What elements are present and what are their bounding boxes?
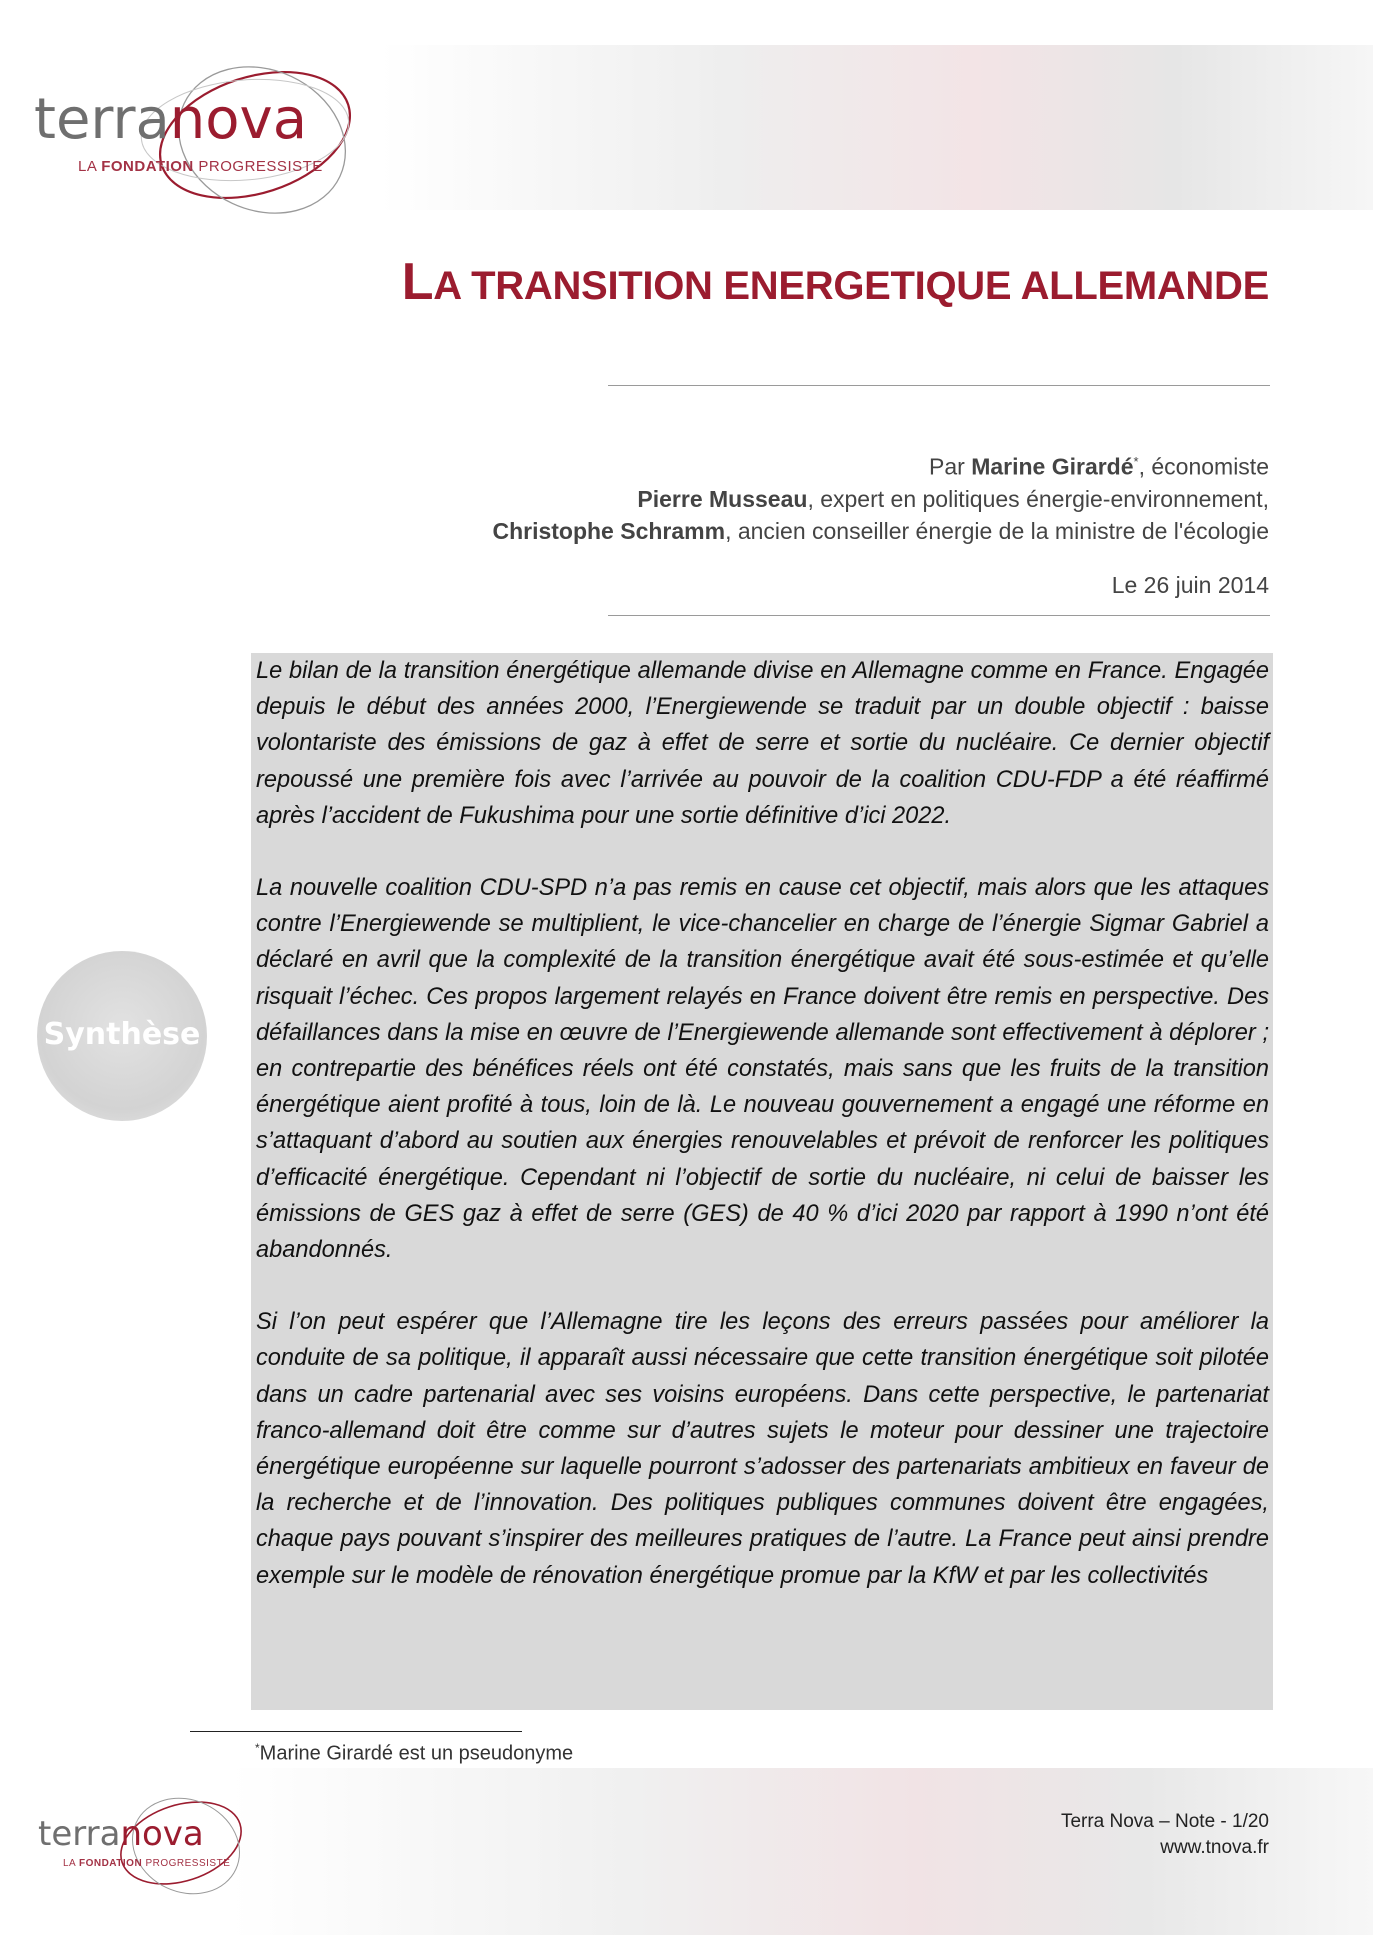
footnote [255,1741,573,1766]
footer-tagline-progressiste: PROGRESSISTE [145,1858,231,1869]
page-info [1061,1809,1269,1861]
tagline-progressiste: PROGRESSISTE [198,158,323,175]
footer-logo-nova-text: nova [120,1814,204,1854]
footnote-mark: * [255,1741,260,1755]
synthese-box [251,653,1273,1710]
author-line-3 [492,515,1269,547]
page-number-label: Terra Nova – Note - 1/20 [1060,1811,1269,1832]
author3-role: , ancien conseiller énergie de la ministre de l'écologie [725,517,1269,544]
footnote-divider [190,1731,522,1732]
author1-name: Marine Girardé [971,453,1134,480]
synthese-paragraph: Si l’on peut espérer que l’Allemagne tire les leçons des erreurs passées pour améliorer la conduite de sa politique, il apparaît aussi nécessaire que cette transition énergétique soit pilotée dans un cadre partenarial avec ses voisins européens. Dans cette perspective, le partenariat franco-allemand doit être comme sur d’autres sujets le moteur pour dessiner une trajectoire énergétique européenne sur laquelle pourront s’adosser des partenariats ambitieux en faveur de la recherche et de l’innovation. Des politiques publiques communes doivent être engagées, chaque pays pouvant s’inspirer des meilleures pratiques de l’autre. La France peut ainsi prendre exemple sur le modèle de rénovation énergétique promue par la KfW et par les collectivités [256,1309,1269,1589]
website-link[interactable]: www.tnova.fr [1160,1837,1269,1858]
logo-terra-text: terra [34,87,170,152]
synthese-paragraph: Le bilan de la transition énergétique allemande divise en Allemagne comme en France. Engagée depuis le début des années 2000, l’Energiewende se traduit par un double objectif : baisse volontariste des émissions de gaz à effet de serre et sortie du nucléaire. Ce dernier objectif repoussé une première fois avec l’arrivée au pouvoir de la coalition CDU-FDP a été réaffirmé après l’accident de Fukushima pour une sortie définitive d’ici 2022. [256,658,1269,829]
footer-logo-terra-text: terra [38,1814,121,1854]
author-line-2 [492,483,1269,515]
footer-tagline-la: LA [63,1858,76,1869]
footer-tagline-fondation: FONDATION [78,1858,143,1869]
terra-nova-logo [30,40,370,230]
synthese-paragraph: La nouvelle coalition CDU-SPD n’a pas remis en cause cet objectif, mais alors que les attaques contre l’Energiewende se multiplient, le vice-chancelier en charge de l’énergie Sigmar Gabriel a déclaré en avril que la complexité de la transition énergétique avait été sous-estimée et qu’elle risquait l’échec. Ces propos largement relayés en France doivent être remis en perspective. Des défaillances dans la mise en œuvre de l’Energiewende allemande sont effectivement à déplorer ; en contrepartie des bénéfices réels ont été constatés, mais sans que les fruits de la transition énergétique aient profité à tous, loin de là. Le nouveau gouvernement a engagé une réforme en s’attaquant d’abord au soutien aux énergies renouvelables et prévoit de renforcer les politiques d’efficacité énergétique. Cependant ni l’objectif de sortie du nucléaire, ni celui de baisser les émissions de GES gaz à effet de serre (GES) de 40 % d’ici 2020 par rapport à 1990 n’ont été abandonnés. [256,875,1269,1264]
author2-name: Pierre Musseau [637,485,808,512]
title-rest: A TRANSITION ENERGETIQUE ALLEMANDE [433,264,1269,308]
title-divider [608,385,1270,386]
logo-tagline [78,158,323,175]
synthese-badge [37,951,207,1121]
author3-name: Christophe Schramm [492,517,726,544]
tagline-la: LA [78,158,97,175]
author-line-1 [492,446,1269,483]
title-initial: L [401,253,434,311]
byline-divider [608,615,1270,616]
footer-terra-nova-logo [36,1778,256,1908]
synthese-badge-label: Synthèse [43,1017,201,1052]
author1-role: , économiste [1138,453,1269,480]
publication-date: Le 26 juin 2014 [1111,572,1269,598]
tagline-fondation: FONDATION [101,158,194,175]
header-gradient-band [380,45,1373,210]
author1-footnote-mark: * [1133,454,1139,469]
footer-logo-tagline [63,1858,230,1869]
document-title [402,252,1269,312]
byline-prefix: Par [929,453,972,480]
footnote-text: Marine Girardé est un pseudonyme [259,1742,574,1765]
author-byline [492,446,1269,547]
logo-nova-text: nova [169,87,308,152]
author2-role: , expert en politiques énergie-environnement, [807,485,1269,512]
